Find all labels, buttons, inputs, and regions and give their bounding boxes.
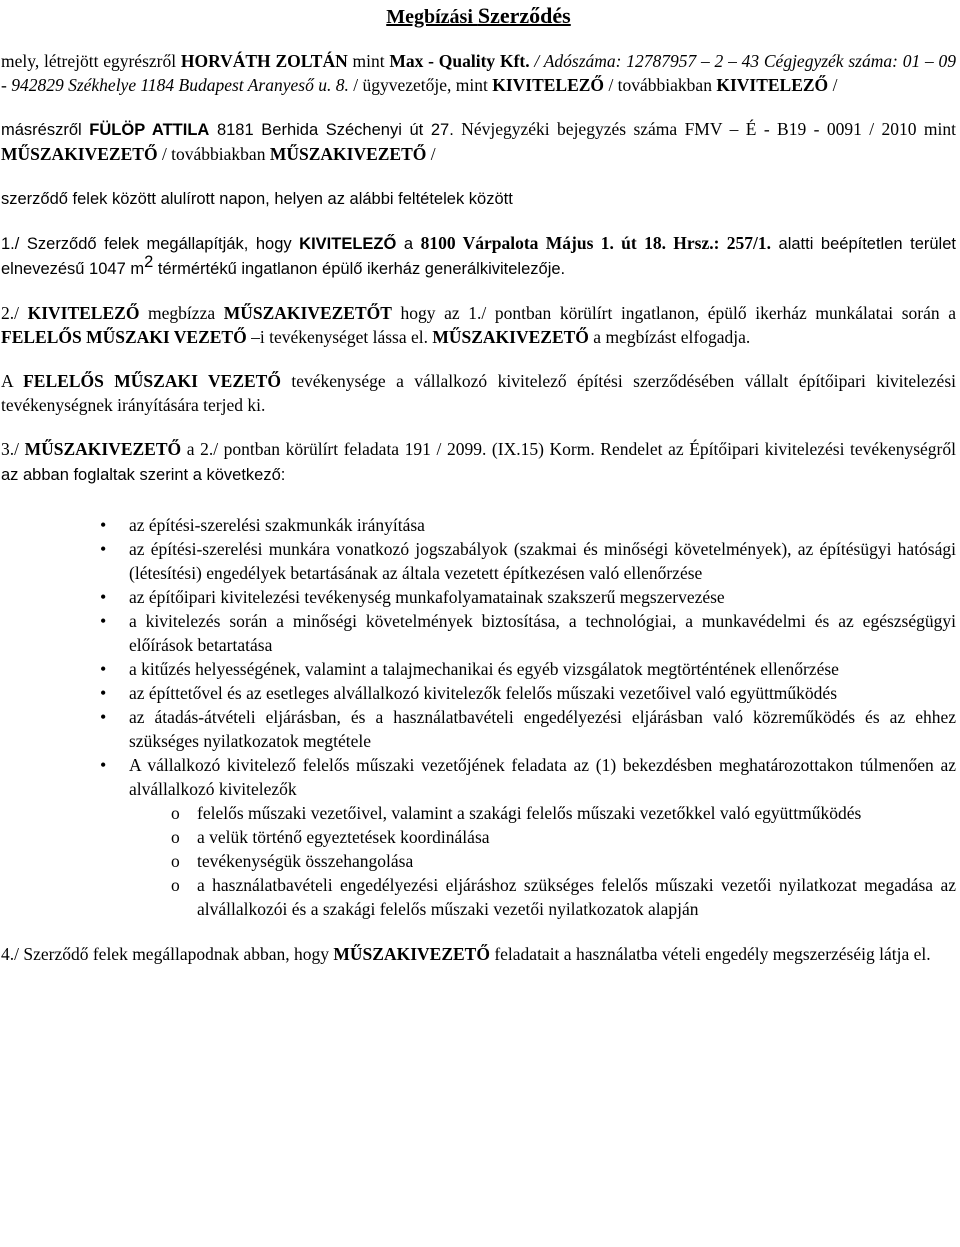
between-text: szerződő felek között alulírott napon, helyen az alábbi feltételek között [1,190,513,208]
sub-list-marker: o [171,875,180,895]
point-1-text: 1./ Szerződő felek megállapítják, hogy [1,235,300,253]
party1-name: HORVÁTH ZOLTÁN [180,51,348,71]
point-2-role: FELELŐS MŰSZAKI VEZETŐ [1,327,247,347]
point-2-text: –i tevékenységet lássa el. [246,327,433,347]
intro-text: mely, létrejött egyrészről [1,51,181,71]
party2-registration: Névjegyzéki bejegyzés száma FMV – É - B19 - 0091 / 2010 mint [453,119,957,139]
list-item: • az építtetővel és az esetleges alvállalkozó kivitelezők felelős műszaki vezetőivel való együttműködés [1,681,956,705]
point-2-text: 2./ [1,303,28,323]
intro-text: / [828,75,838,95]
intro-text: mint [347,51,390,71]
point-3-text: 3./ [1,439,25,459]
party2-role: MŰSZAKIVEZETŐ [1,144,158,164]
point-1-address: 8100 Várpalota Május 1. út 18. Hrsz.: 257/1. [420,233,771,253]
point-1-text: a [396,235,421,253]
responsibility-text: tevékenysége a vállalkozó kivitelező építési szerződésében vállalt építőipari kivitelezési tevékenységnek irányítására terjed ki. [1,371,956,415]
list-item: • az építési-szerelési szakmunkák irányítása [1,513,956,537]
sub-list-item [1,825,956,849]
point-3-paragraph [1,437,956,487]
duties-list [1,513,956,801]
sub-list-item [1,849,956,873]
between-paragraph [1,186,956,211]
point-2-paragraph [1,301,956,349]
point-3-role: MŰSZAKIVEZETŐ [24,439,182,459]
sub-list-item [1,801,956,825]
party1-role: KIVITELEZŐ [716,75,829,95]
list-item: • az átadás-átvételi eljárásban, és a használatbavételi engedélyezési eljárásban való közreműködés és az ehhez szükséges nyilatkozatok megtétele [1,705,956,753]
list-item: • az építőipari kivitelezési tevékenység munkafolyamatainak szakszerű megszervezése [1,585,956,609]
sub-list-marker: o [171,803,180,823]
party1-role: KIVITELEZŐ [492,75,605,95]
party2-address: 8181 Berhida Széchenyi út 27. [209,121,454,139]
square-superscript: 2 [144,253,154,272]
party2-text: másrészről [1,121,90,139]
party2-name: FÜLÖP ATTILA [89,121,210,139]
responsibility-text: A [1,371,24,391]
list-item: • A vállalkozó kivitelező felelős műszaki vezetőjének feladata az (1) bekezdésben meghatározottakon túlmenően az alvállalkozó kivitelezők [1,753,956,801]
list-item: • a kivitelezés során a minőségi követelmények biztosítása, a technológiai, a munkavédelmi és az egészségügyi előírások betartatása [1,609,956,657]
point-3-text: az abban foglaltak szerint a következő: [1,466,286,484]
sub-list-marker: o [171,851,180,871]
party1-registration: / Adószáma: 12787957 – 2 – 43 Cégjegyzék száma: 01 – 09 - 942829 Székhelye 1184 Budapest Aranyeső u. 8. [1,51,956,95]
sub-duties-list [1,801,956,921]
party2-paragraph [1,117,956,166]
party2-role: MŰSZAKIVEZETŐ [269,144,427,164]
party1-company: Max - Quality Kft. [389,51,530,71]
sub-list-text: a velük történő egyeztetések koordinálása [197,827,490,847]
sub-list-item [1,873,956,921]
point-2-role: KIVITELEZŐ [27,303,140,323]
list-item: • az építési-szerelési munkára vonatkozó jogszabályok (szakmai és minőségi követelmények), az építésügyi hatósági (létesítési) engedélyek betartásának az általa vezetett építkezésen való ellenőrzése [1,537,956,585]
point-4-role: MŰSZAKIVEZETŐ [333,944,490,964]
responsibility-paragraph [1,369,956,417]
point-4-text: 4./ Szerződő felek megállapodnak abban, hogy [1,944,334,964]
point-2-text: megbízza [139,303,224,323]
list-item: • a kitűzés helyességének, valamint a talajmechanikai és egyéb vizsgálatok megtörténtének ellenőrzése [1,657,956,681]
contract-page [1,0,956,966]
title-part-1: Megbízási [386,6,478,28]
intro-text: / továbbiakban [604,75,717,95]
document-title [1,4,956,29]
point-4-paragraph [1,942,956,966]
sub-list-marker: o [171,827,180,847]
point-4-text: feladatait a használatba vételi engedély megszerzéséig látja el. [489,944,931,964]
responsibility-role: FELELŐS MŰSZAKI VEZETŐ [23,371,281,391]
intro-paragraph [1,49,956,97]
sub-list-text: a használatbavételi engedélyezési eljáráshoz szükséges felelős műszaki vezetői nyilatkozat megadása az alvállalkozói és a szakági felelős műszaki vezetői nyilatkozatok alapján [197,875,956,919]
intro-text: / ügyvezetője, mint [348,75,493,95]
party2-text: / [426,144,436,164]
title-part-2: Szerződés [477,3,571,28]
point-1-paragraph [1,231,956,281]
point-1-role: KIVITELEZŐ [299,235,397,253]
point-1-text: alatti beépítetlen terület elnevezésű 1047 m [1,235,956,278]
point-2-text: hogy az 1./ pontban körülírt ingatlanon, épülő ikerház munkálatai során a [391,303,956,323]
point-2-role: MŰSZAKIVEZETŐT [223,303,392,323]
party2-text: / továbbiakban [157,144,270,164]
point-2-text: a megbízást elfogadja. [588,327,751,347]
point-1-text: térmértékű ingatlanon épülő ikerház generálkivitelezője. [153,260,566,278]
sub-list-text: tevékenységük összehangolása [197,851,414,871]
point-2-role: MŰSZAKIVEZETŐ [432,327,589,347]
point-3-text: a 2./ pontban körülírt feladata 191 / 2099. (IX.15) Korm. Rendelet az Építőipari kivitelezési tevékenységről [181,439,956,459]
sub-list-text: felelős műszaki vezetőivel, valamint a szakági felelős műszaki vezetőkkel való együttműködés [197,803,862,823]
